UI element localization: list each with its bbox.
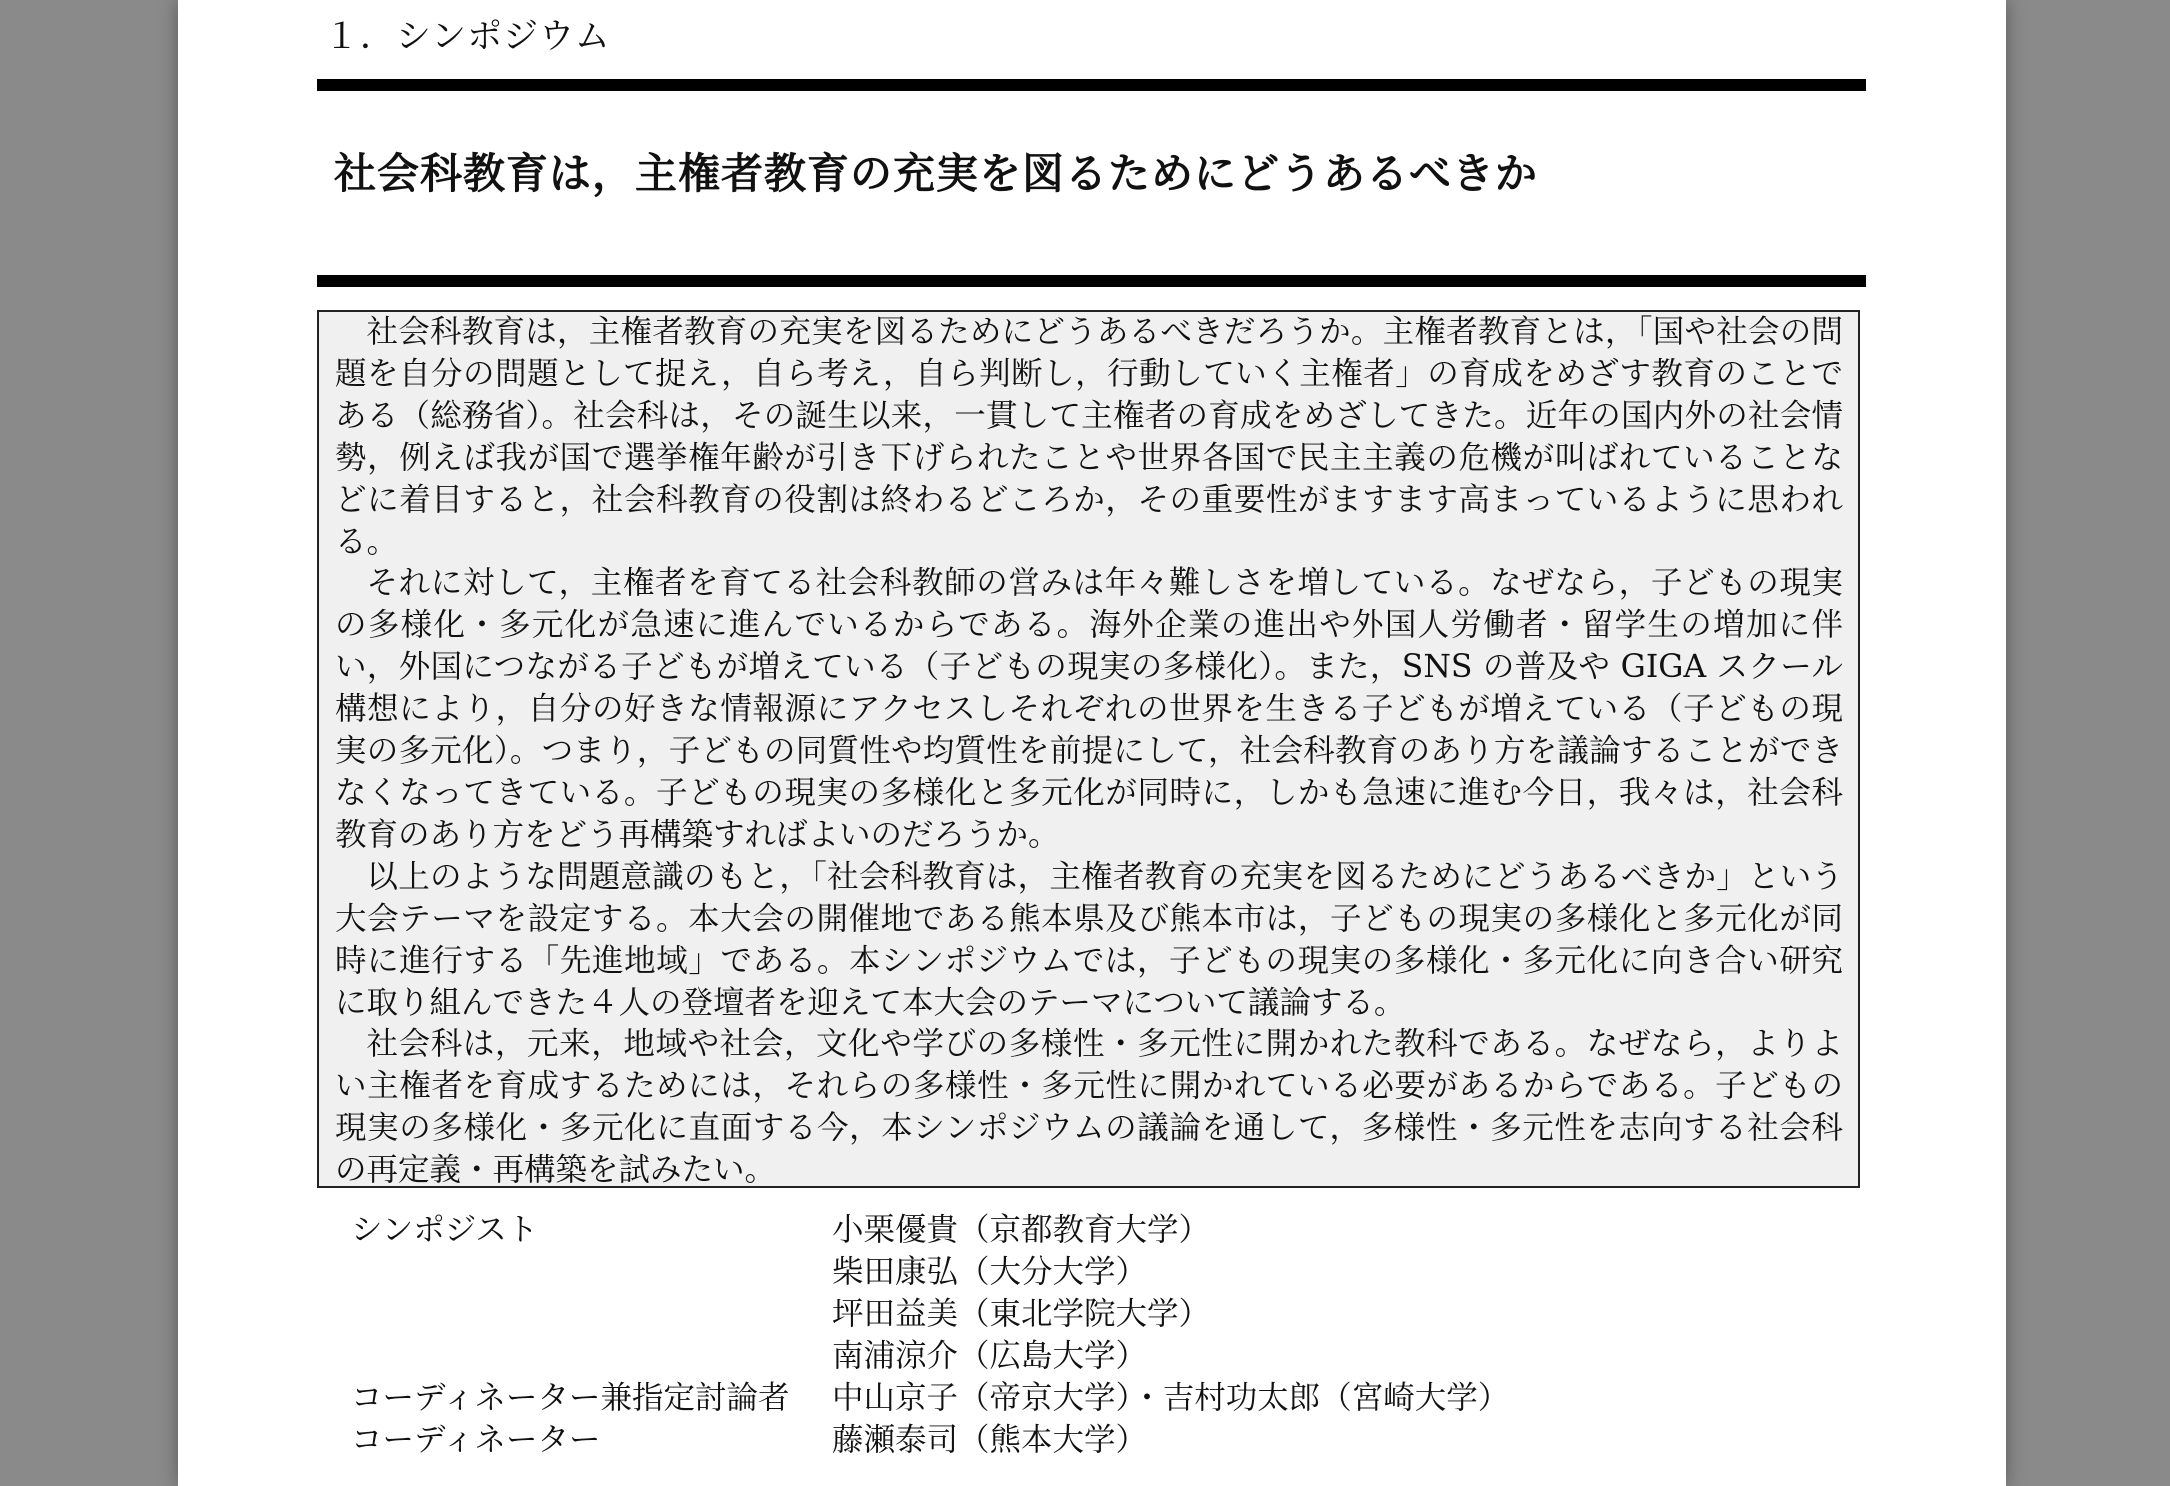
top-rule: [317, 79, 1866, 91]
participant-row: [351, 1419, 1831, 1461]
participants-list: [351, 1209, 1831, 1461]
document-page: [178, 0, 2006, 1486]
participant-name: 中山京子（帝京大学）・吉村功太郎（宮崎大学）: [832, 1380, 1510, 1416]
participant-name: 柴田康弘（大分大学）: [832, 1254, 1148, 1290]
participant-role: シンポジスト: [351, 1212, 539, 1248]
participant-name: 藤瀬泰司（熊本大学）: [832, 1422, 1148, 1458]
participant-row: [351, 1335, 1831, 1377]
participant-row: [351, 1377, 1831, 1419]
participant-name: 坪田益美（東北学院大学）: [832, 1296, 1211, 1332]
bottom-rule: [317, 275, 1866, 287]
abstract-paragraph: 以上のような問題意識のもと，「社会科教育は，主権者教育の充実を図るためにどうあるべきか」という大会テーマを設定する。本大会の開催地である熊本県及び熊本市は，子どもの現実の多様化と多元化が同時に進行する「先進地域」である。本シンポジウムでは，子どもの現実の多様化・多元化に向き合い研究に取り組んできた４人の登壇者を迎えて本大会のテーマについて議論する。: [335, 858, 1843, 1021]
page-title: 社会科教育は，主権者教育の充実を図るためにどうあるべきか: [334, 149, 1539, 198]
abstract-paragraph: それに対して，主権者を育てる社会科教師の営みは年々難しさを増している。なぜなら，子どもの現実の多様化・多元化が急速に進んでいるからである。海外企業の進出や外国人労働者・留学生の増加に伴い，外国につながる子どもが増えている（子どもの現実の多様化）。また，SNS の普及や GIGA スクール構想により，自分の好きな情報源にアクセスしそれぞれの世界を生きる子どもが増えている（子どもの現実の多元化）。つまり，子どもの同質性や均質性を前提にして，社会科教育のあり方を議論することができなくなってきている。子どもの現実の多様化と多元化が同時に，しかも急速に進む今日，我々は，社会科教育のあり方をどう再構築すればよいのだろうか。: [335, 565, 1843, 853]
participant-row: [351, 1251, 1831, 1293]
section-heading: １．シンポジウム: [324, 17, 611, 57]
participant-name: 小栗優貴（京都教育大学）: [832, 1212, 1211, 1248]
abstract-paragraph: 社会科教育は，主権者教育の充実を図るためにどうあるべきだろうか。主権者教育とは，「国や社会の問題を自分の問題として捉え，自ら考え，自ら判断し，行動していく主権者」の育成をめざす教育のことである（総務省）。社会科は，その誕生以来，一貫して主権者の育成をめざしてきた。近年の国内外の社会情勢，例えば我が国で選挙権年齢が引き下げられたことや世界各国で民主主義の危機が叫ばれていることなどに着目すると，社会科教育の役割は終わるどころか，その重要性がますます高まっているように思われる。: [335, 314, 1843, 560]
participant-row: [351, 1293, 1831, 1335]
participant-name: 南浦涼介（広島大学）: [832, 1338, 1148, 1374]
participant-role: コーディネーター兼指定討論者: [351, 1380, 790, 1416]
participant-row: [351, 1209, 1831, 1251]
participant-role: コーディネーター: [351, 1422, 601, 1458]
abstract-box: [317, 310, 1860, 1188]
abstract-paragraph: 社会科は，元来，地域や社会，文化や学びの多様性・多元性に開かれた教科である。なぜなら，よりよい主権者を育成するためには，それらの多様性・多元性に開かれている必要があるからである。子どもの現実の多様化・多元化に直面する今，本シンポジウムの議論を通して，多様性・多元性を志向する社会科の再定義・再構築を試みたい。: [335, 1026, 1843, 1189]
